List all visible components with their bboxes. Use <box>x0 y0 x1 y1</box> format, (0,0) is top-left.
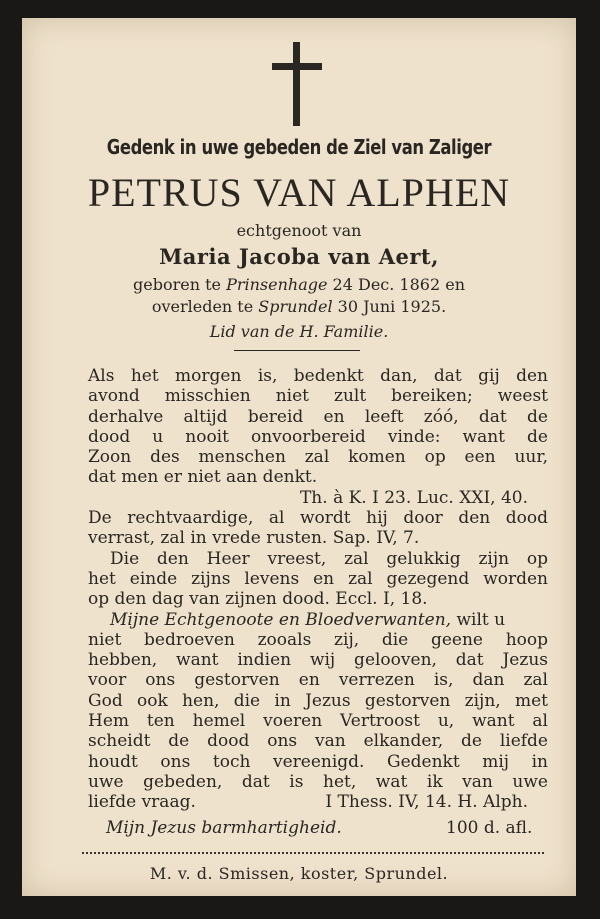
dotted-divider <box>82 852 544 854</box>
text-line: Mijne Echtgenoote en Bloedverwanten, wilt u <box>110 609 506 630</box>
text-line: Hem ten hemel voeren Vertroost u, want al <box>88 711 548 732</box>
text-line: voor ons gestorven en verrezen is, dan zal <box>88 670 548 691</box>
membership-line: Lid van de H. Familie. <box>209 322 389 341</box>
text-line: hebben, want indien wij gelooven, dat Jezus <box>88 650 548 671</box>
text-line: uwe gebeden, dat is het, wat ik van uwe <box>88 771 548 792</box>
text-line: op den dag van zijnen dood. Eccl. I, 18. <box>88 589 428 610</box>
indulgence-note: 100 d. afl. <box>446 818 533 838</box>
death-place: Sprundel <box>258 297 333 316</box>
text-line: dat men er niet aan denkt. <box>88 467 318 488</box>
spouse-name: Maria Jacoba van Aert, <box>159 244 439 269</box>
deceased-name: PETRUS VAN ALPHEN <box>87 170 511 215</box>
text-line: verrast, zal in vrede rusten. Sap. IV, 7. <box>88 528 420 549</box>
text-line: Die den Heer vreest, zal gelukkig zijn op <box>110 548 548 569</box>
text-line: liefde vraag. <box>88 792 196 813</box>
text-line: Als het morgen is, bedenkt dan, dat gij den <box>88 366 548 386</box>
address-phrase: Mijne Echtgenoote en Bloedverwanten, <box>110 609 452 630</box>
text-line: het einde zijns levens en zal gezegend worden <box>88 568 548 589</box>
scripture-reference: I Thess. IV, 14. H. Alph. <box>325 792 528 813</box>
text-line: Zoon des menschen zal komen op een uur, <box>88 447 548 468</box>
scripture-reference: Th. à K. I 23. Luc. XXI, 40. <box>299 487 528 508</box>
cross-icon <box>272 42 322 126</box>
printer-credit: M. v. d. Smissen, koster, Sprundel. <box>149 864 449 883</box>
text-line: houdt ons toch vereenigd. Gedenkt mij in <box>88 751 548 772</box>
intro-line: Gedenk in uwe gebeden de Ziel van Zaliger <box>106 135 492 159</box>
divider <box>234 350 360 351</box>
text-line: dood u nooit onvoorbereid vinde: want de <box>88 426 548 447</box>
text-line: God ook hen, die in Jezus gestorven zijn, met <box>88 690 548 711</box>
death-line: overleden te Sprundel 30 Juni 1925. <box>151 297 447 316</box>
text-line: niet bedroeven zooals zij, die geene hoop <box>88 629 548 650</box>
motto: Mijn Jezus barmhartigheid. <box>106 818 342 838</box>
text-line: derhalve altijd bereid en leeft zóó, dat de <box>88 406 548 427</box>
remembrance-card <box>22 18 576 896</box>
text-line: avond misschien niet zult bereiken; weest <box>88 386 548 407</box>
text-line: De rechtvaardige, al wordt hij door den dood <box>88 508 548 529</box>
birth-place: Prinsenhage <box>226 275 328 294</box>
birth-line: geboren te Prinsenhage 24 Dec. 1862 en <box>133 275 465 294</box>
prayer-text <box>88 366 548 813</box>
spouse-label: echtgenoot van <box>236 221 362 240</box>
text-line: scheidt de dood ons van elkander, de liefde <box>88 731 548 752</box>
